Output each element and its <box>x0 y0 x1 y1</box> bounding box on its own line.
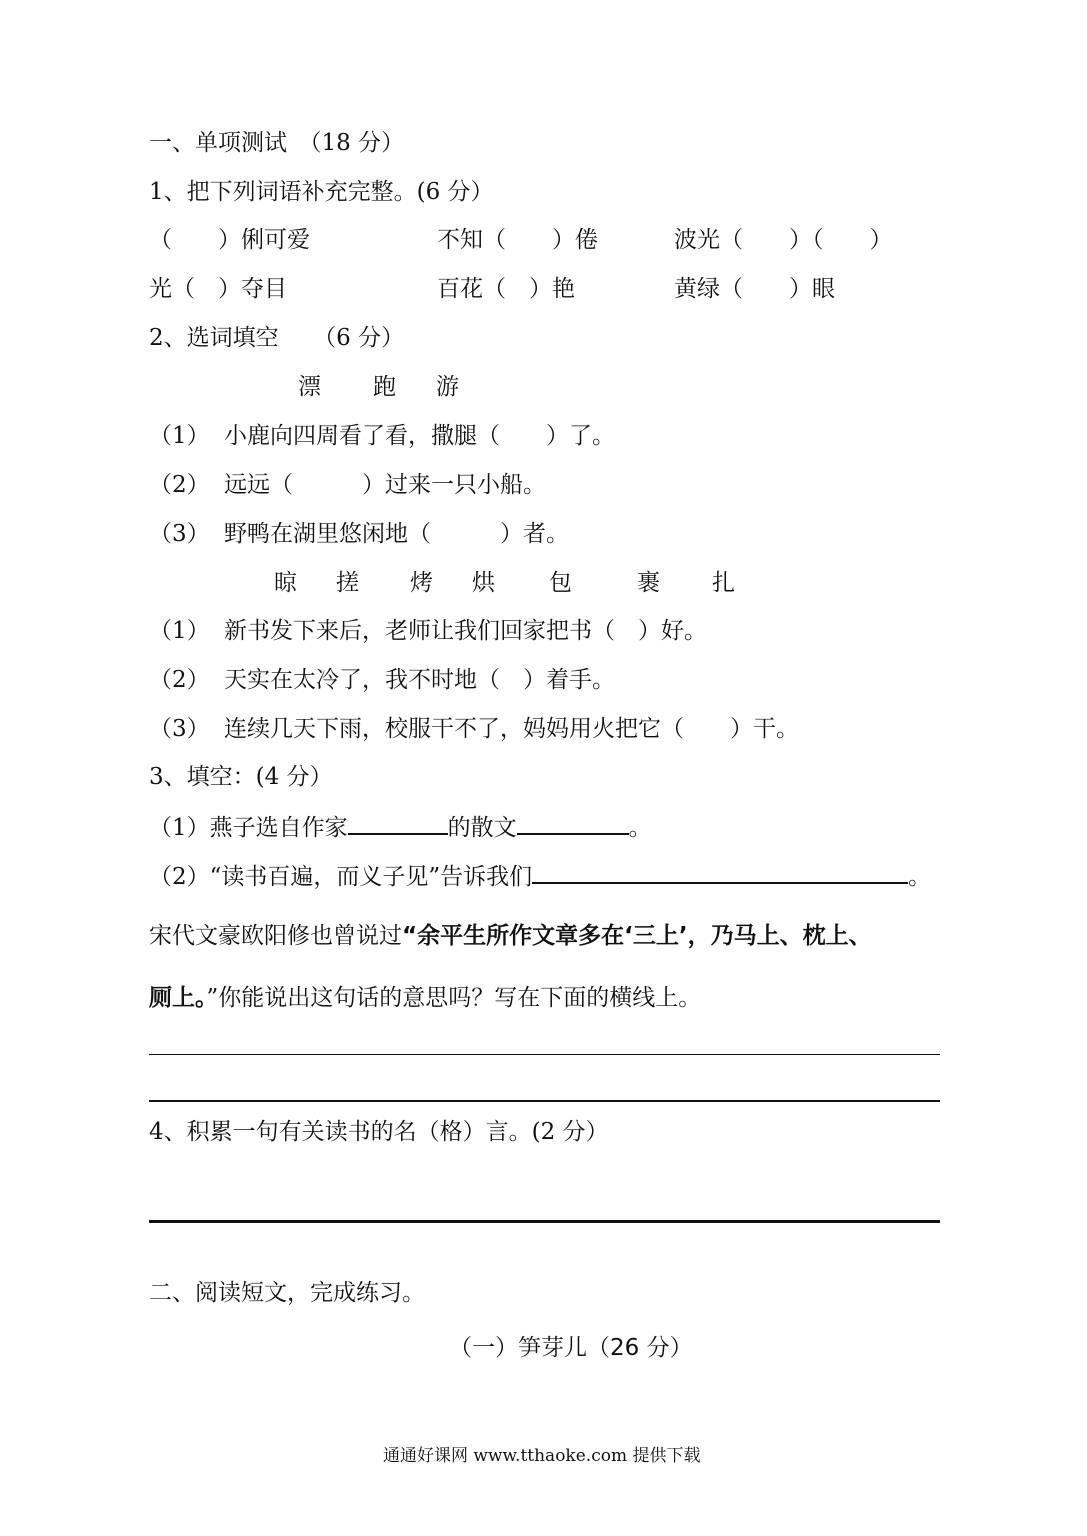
q3-item2 <box>149 864 931 889</box>
fill-item-number: （2） <box>149 472 210 498</box>
footer-credit: 通通好课网 www.tthaoke.com 提供下载 <box>383 1446 701 1466</box>
q1-blank-item: 光（ ）夺目 <box>149 276 287 302</box>
word-choice: 搓 <box>336 570 359 596</box>
answer-blank[interactable] <box>517 815 629 835</box>
fill-item-text: 连续几天下雨，校服干不了，妈妈用火把它（ ）干。 <box>224 716 799 742</box>
q1-blank-item: 波光（ ）（ ） <box>674 227 893 253</box>
quote-intro: 宋代文豪欧阳修也曾说过 <box>149 923 402 949</box>
quote-bold-text: “余平生所作文章多在‘三上’，乃马上、枕上、 <box>402 923 872 949</box>
answer-blank[interactable] <box>532 864 908 884</box>
word-choice: 游 <box>436 374 459 400</box>
quote-line1 <box>149 925 872 948</box>
passage-title: （一）笋芽儿（26 分） <box>449 1335 693 1361</box>
q2-heading: 2、选词填空 （6 分） <box>149 325 405 351</box>
fill-item-text: 小鹿向四周看了看，撒腿（ ）了。 <box>224 423 615 449</box>
q3-item2-prefix: （2）“读书百遍，而义子见”告诉我们 <box>149 864 533 890</box>
word-choice: 烤 <box>410 570 433 596</box>
q1-blank-item: 不知（ ）倦 <box>437 227 598 253</box>
q1-blank-item: 百花（ ）艳 <box>437 276 575 302</box>
q4-heading: 4、积累一句有关读书的名（格）言。(2 分） <box>149 1119 609 1145</box>
word-choice: 跑 <box>373 374 396 400</box>
fill-item-text: 野鸭在湖里悠闲地（ ）者。 <box>224 521 569 547</box>
q3-item1 <box>149 815 652 840</box>
q3-item1-end: 。 <box>628 815 652 841</box>
section2-title: 二、阅读短文，完成练习。 <box>149 1280 425 1306</box>
q1-blank-item: （ ）俐可爱 <box>149 227 310 253</box>
q1-heading: 1、把下列词语补充完整。(6 分） <box>149 179 494 205</box>
fill-item-number: （3） <box>149 716 210 742</box>
word-choice: 晾 <box>274 570 297 596</box>
q3-item1-middle: 的散文 <box>447 815 517 841</box>
fill-item-text: 远远（ ）过来一只小船。 <box>224 472 546 498</box>
word-choice: 包 <box>549 570 572 596</box>
quote-bold-text: 厕上。 <box>149 985 207 1011</box>
q3-heading: 3、填空：(4 分） <box>149 764 333 790</box>
word-choice: 裹 <box>637 570 660 596</box>
fill-item-number: （2） <box>149 667 210 693</box>
word-choice: 漂 <box>298 374 321 400</box>
answer-line[interactable] <box>149 1220 940 1223</box>
answer-line[interactable] <box>149 1054 940 1055</box>
q1-blank-item: 黄绿（ ）眼 <box>674 276 835 302</box>
q3-item2-end: 。 <box>908 864 932 890</box>
fill-item-text: 天实在太冷了，我不时地（ ）着手。 <box>224 667 615 693</box>
q3-item1-prefix: （1）燕子选自作家 <box>149 815 348 841</box>
fill-item-number: （1） <box>149 423 210 449</box>
word-choice: 烘 <box>472 570 495 596</box>
section1-title: 一、单项测试 （18 分） <box>149 130 405 156</box>
quote-line2 <box>149 987 701 1010</box>
answer-line[interactable] <box>149 1100 940 1102</box>
fill-item-number: （3） <box>149 521 210 547</box>
fill-item-text: 新书发下来后，老师让我们回家把书（ ）好。 <box>224 618 707 644</box>
fill-item-number: （1） <box>149 618 210 644</box>
quote-question: ”你能说出这句话的意思吗？写在下面的横线上。 <box>206 985 702 1011</box>
word-choice: 扎 <box>712 570 735 596</box>
answer-blank[interactable] <box>348 815 448 835</box>
